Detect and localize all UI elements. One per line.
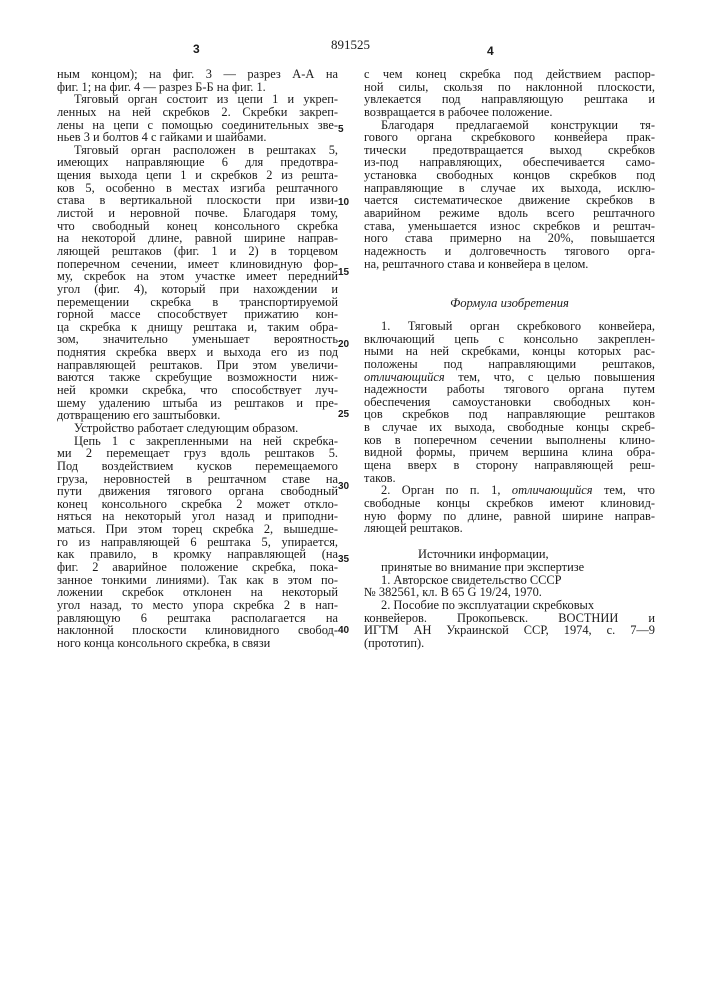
sources-list [364,561,655,649]
page-number-left: 3 [193,42,200,56]
text-line: лены на цепи с помощью соединительных зве- [57,119,338,132]
line-number: 40 [338,625,349,636]
source-line: (прототип). [364,637,655,650]
text-line: Устройство работает следующим образом. [57,422,338,435]
page-number-right: 4 [487,44,494,58]
text-line: го из направляющей 6 рештака 5, упирается, [57,536,338,549]
text-line: направляющие в случае их выхода, исклю- [364,182,655,195]
text-line: дотвращению его заштыбовки. [57,409,338,422]
text-line: му, скребок на этом участке имеет передний [57,270,338,283]
claim-line: включающий цепь с консольно закреплен- [364,333,655,346]
source-line: конвейеров. Прокопьевск. ВОСТНИИ и [364,612,655,625]
text-line: пути движения тягового органа свободный [57,485,338,498]
text-line: листой и неровной почве. Благодаря тому, [57,207,338,220]
source-line: принятые во внимание при экспертизе [364,561,655,574]
text-line: наклонной плоскости клиновидного свобод- [57,624,338,637]
text-line: надежность и долговечность тягового орга- [364,245,655,258]
text-line: конец консольного скребка 2 может откло- [57,498,338,511]
text-line: фиг. 1; на фиг. 4 — разрез Б-Б на фиг. 1. [57,81,338,94]
text-line: Цепь 1 с закрепленными на ней скребка- [57,435,338,448]
text-line: гового органа скребкового конвейера прак- [364,131,655,144]
text-line: ков 5, особенно в местах изгиба рештачного [57,182,338,195]
line-number: 25 [338,409,349,420]
right-text-column [364,68,655,270]
patent-number: 891525 [331,37,370,53]
claim-2-prefix: 2. Орган по п. 1, [381,483,512,497]
claim-line: обеспечения самоустановки свободных кон- [364,396,655,409]
text-line: имеющих направляющие 6 для предотвра- [57,156,338,169]
claim-line: щена вверх в сторону направляющей реш- [364,459,655,472]
text-line: на, рештачного става и конвейера в целом. [364,258,655,271]
line-number: 20 [338,339,349,350]
text-line: чается систематическое движение скребков в [364,194,655,207]
text-line: угол назад, то место упора скребка 2 в нап- [57,599,338,612]
source-line: 1. Авторское свидетельство СССР [364,574,655,587]
text-line: на некоторой длине, равной ширине направ- [57,232,338,245]
text-line: ным концом); на фиг. 3 — разрез А-А на [57,68,338,81]
text-line: увлекается под направляющую рештака и [364,93,655,106]
text-line: ленных на ней скребков 2. Скребки закреп- [57,106,338,119]
claim-line: ков в поперечном сечении выполнены клино- [364,434,655,447]
line-number: 10 [338,197,349,208]
text-line: перемещении скребка в транспортируемой [57,296,338,309]
text-line: маться. При этом торец скребка 2, вышедше- [57,523,338,536]
text-line: Тяговый орган состоит из цепи 1 и укреп- [57,93,338,106]
text-line: как правило, в кромку направляющей (на [57,548,338,561]
source-line: ИГТМ АН Украинской ССР, 1974, с. 7—9 [364,624,655,637]
claim-line: ную форму по длине, равной ширине направ- [364,510,655,523]
text-line: става, уменьшается износ скребков и рештач- [364,220,655,233]
text-line: става в вертикальной плоскости при изви- [57,194,338,207]
source-line: № 382561, кл. В 65 G 19/24, 1970. [364,586,655,599]
line-number: 15 [338,267,349,278]
text-line: что свободный конец консольного скребка [57,220,338,233]
claim-line: цов скребков под направляющие рештаков [364,408,655,421]
text-line: ваются также скребущие возможности ниж- [57,371,338,384]
text-line: аварийном режиме вдоль всего рештачного [364,207,655,220]
claim-line: ными на ней скребками, концы которых рас- [364,345,655,358]
text-line: с чем конец скребка под действием распор- [364,68,655,81]
text-line: щения выхода цепи 1 и скребков 2 из решта- [57,169,338,182]
claim-line: в случае их выхода, свободные концы скреб- [364,421,655,434]
text-line: фиг. 2 аварийное положение скребка, пока- [57,561,338,574]
text-line: ми 2 перемещает груз вдоль рештаков 5. [57,447,338,460]
text-line: Под воздействием кусков перемещаемого [57,460,338,473]
text-line: поперечном сечении, имеет клиновидную фор- [57,258,338,271]
text-line: равляющую 6 рештака располагается на [57,612,338,625]
claims-section [364,320,655,535]
line-number: 5 [338,124,344,135]
claim-line: таков. [364,472,655,485]
claim-line: 1. Тяговый орган скребкового конвейера, [364,320,655,333]
claim-line: положены под направляющими рештаков, [364,358,655,371]
text-line: из-под направляющих, обеспечивается само- [364,156,655,169]
claim-line: видной формы, причем вершина клина обра- [364,446,655,459]
text-line: тически предотвращается выход скребков [364,144,655,157]
claim-line: ляющей рештаков. [364,522,655,535]
text-line: возвращается в рабочее положение. [364,106,655,119]
text-line: Благодаря предлагаемой конструкции тя- [364,119,655,132]
text-line: Тяговый орган расположен в рештаках 5, [57,144,338,157]
source-line: 2. Пособие по эксплуатации скребковых [364,599,655,612]
text-line: ней кромки скребка, что способствует луч- [57,384,338,397]
text-line: угол (фиг. 4), который при нахождении и [57,283,338,296]
text-line: груза, неровностей в рештачном ставе на [57,473,338,486]
text-line: поднятия скребка вверх и выхода его из под [57,346,338,359]
text-line: ного става примерно на 20%, повышается [364,232,655,245]
text-line: шему удалению штыба из рештаков и пре- [57,397,338,410]
claim-text: тем, что [593,483,656,497]
claim-text: тем, что, с целью повышения [445,370,655,384]
text-line: ньев 3 и болтов 4 с гайками и шайбами. [57,131,338,144]
text-line: зом, значительно уменьшает вероятность [57,333,338,346]
line-number: 30 [338,481,349,492]
text-line: ляющей рештаков (фиг. 1 и 2) в торцевом [57,245,338,258]
sources-title: Источники информации, [418,548,549,561]
claims-title: Формула изобретения [364,297,655,310]
text-line: занное тонкими линиями). Так как в этом по- [57,574,338,587]
left-text-column [57,68,338,649]
claim-line: надежности работы тягового органа путем [364,383,655,396]
distinguishing-term: отличающийся [364,370,445,384]
text-line: установка свободных концов скребков под [364,169,655,182]
line-number: 35 [338,554,349,565]
text-line: ца скребка к днищу рештака и, таким обра- [57,321,338,334]
claim-line: свободные концы скребков имеют клиновид- [364,497,655,510]
text-line: ложении скребок отклонен на некоторый [57,586,338,599]
text-line: ной силы, скользя по наклонной плоскости, [364,81,655,94]
distinguishing-term: отличающийся [512,483,593,497]
text-line: няться на некоторый угол назад и приподни- [57,510,338,523]
text-line: ного конца консольного скребка, в связи [57,637,338,650]
text-line: горной массе способствует прижатию кон- [57,308,338,321]
text-line: направляющей рештаков. При этом увеличи- [57,359,338,372]
